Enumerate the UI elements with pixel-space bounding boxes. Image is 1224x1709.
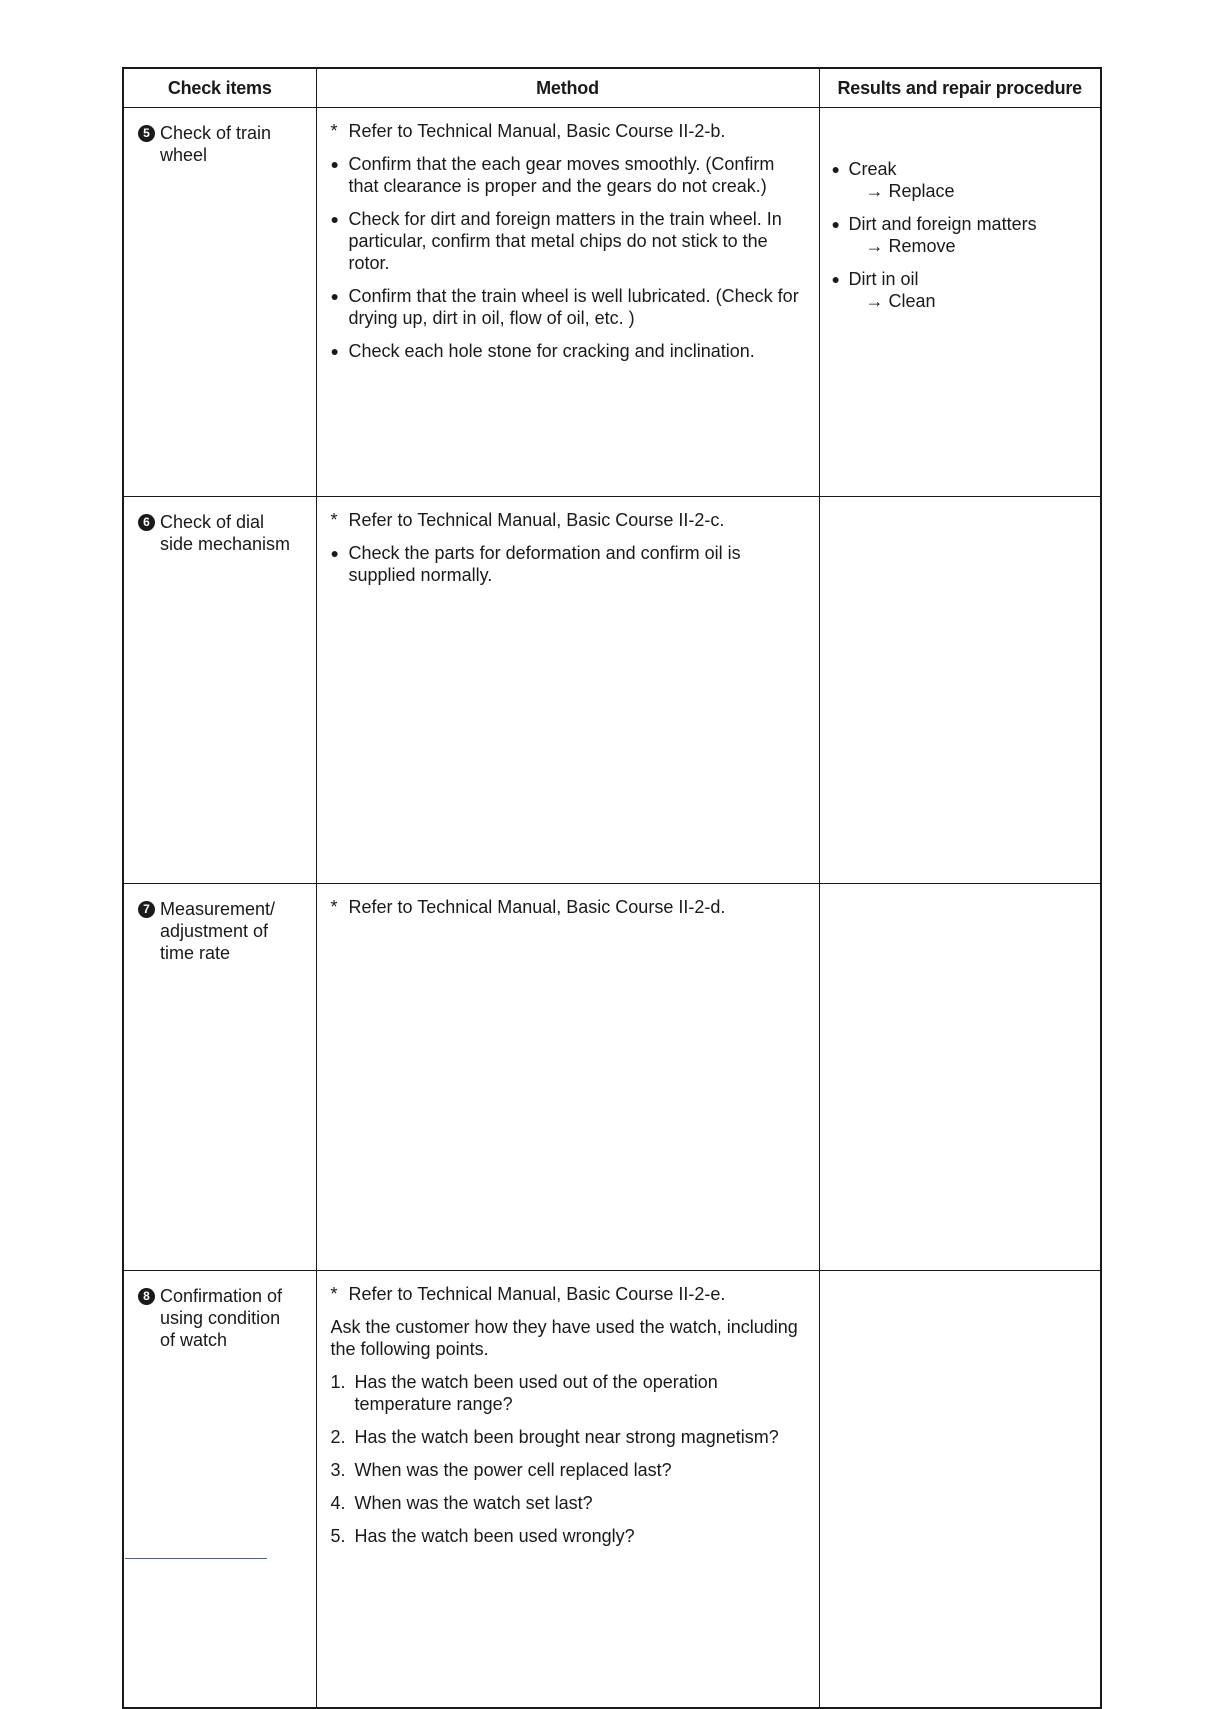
method-paragraph: Ask the customer how they have used the watch, including the following points. bbox=[330, 1317, 798, 1359]
repair-action: → Remove bbox=[865, 236, 956, 256]
question-text: When was the power cell replaced last? bbox=[354, 1460, 672, 1480]
reference-text: Refer to Technical Manual, Basic Course II-2-c. bbox=[348, 510, 725, 530]
method-text: Confirm that the each gear moves smoothly. (Confirm that clearance is proper and the gears do not creak.) bbox=[348, 154, 775, 196]
method-cell bbox=[316, 497, 819, 884]
check-item-label bbox=[160, 122, 271, 166]
numbered-question bbox=[331, 1371, 805, 1415]
result-condition: Dirt and foreign matters bbox=[848, 214, 1037, 234]
item-number-badge: 7 bbox=[138, 901, 155, 918]
reference-text: Refer to Technical Manual, Basic Course II-2-d. bbox=[348, 897, 726, 917]
item-number-badge: 5 bbox=[138, 125, 155, 142]
bullet-icon: ● bbox=[831, 271, 840, 287]
question-text: Has the watch been brought near strong magnetism? bbox=[354, 1427, 779, 1447]
method-cell bbox=[316, 108, 819, 497]
check-item-line: using condition bbox=[160, 1308, 281, 1328]
results-cell bbox=[819, 884, 1101, 1271]
results-cell bbox=[819, 1271, 1101, 1709]
bullet-icon: ● bbox=[330, 545, 339, 561]
bullet-icon: ● bbox=[330, 288, 339, 304]
table-row bbox=[123, 1271, 1101, 1709]
method-text: Check for dirt and foreign matters in the train wheel. In particular, confirm that metal chips do not stick to the rotor. bbox=[348, 209, 782, 273]
check-item bbox=[138, 122, 306, 166]
check-item-line: adjustment of bbox=[160, 921, 269, 941]
reference-text: Refer to Technical Manual, Basic Course II-2-b. bbox=[348, 121, 726, 141]
table-row bbox=[123, 884, 1101, 1271]
inspection-sheet bbox=[122, 67, 1100, 1709]
numbered-question bbox=[331, 1459, 805, 1481]
question-number: 4. bbox=[330, 1493, 346, 1513]
method-bullet bbox=[331, 340, 805, 362]
result-entry bbox=[832, 268, 1091, 312]
item-number-badge: 8 bbox=[138, 1288, 155, 1305]
method-cell bbox=[316, 1271, 819, 1709]
check-item-label bbox=[160, 1285, 282, 1351]
reference-note bbox=[331, 896, 805, 918]
results-cell bbox=[819, 108, 1101, 497]
question-number: 2. bbox=[330, 1427, 346, 1447]
reference-note bbox=[331, 509, 805, 531]
bullet-icon: ● bbox=[330, 156, 339, 172]
result-condition-row bbox=[832, 213, 1091, 235]
header-method: Method bbox=[316, 68, 819, 108]
results-cell bbox=[819, 497, 1101, 884]
check-item-cell bbox=[123, 497, 316, 884]
check-item-cell bbox=[123, 884, 316, 1271]
question-text: When was the watch set last? bbox=[354, 1493, 593, 1513]
question-text: Has the watch been used out of the operation temperature range? bbox=[354, 1372, 718, 1414]
method-bullet bbox=[331, 208, 805, 274]
numbered-question bbox=[331, 1426, 805, 1448]
question-number: 5. bbox=[330, 1526, 346, 1546]
method-text: Check the parts for deformation and confirm oil is supplied normally. bbox=[348, 543, 741, 585]
asterisk-icon: * bbox=[330, 1284, 338, 1304]
asterisk-icon: * bbox=[330, 897, 338, 917]
table-body bbox=[123, 108, 1101, 1709]
question-number: 3. bbox=[330, 1460, 346, 1480]
check-item-line: Check of train bbox=[160, 123, 272, 143]
check-item-label bbox=[160, 898, 275, 964]
check-item-line: Confirmation of bbox=[160, 1286, 283, 1306]
method-bullet bbox=[331, 285, 805, 329]
bullet-icon: ● bbox=[330, 211, 339, 227]
check-item bbox=[138, 1285, 306, 1351]
check-item bbox=[138, 898, 306, 964]
check-item-line: wheel bbox=[160, 145, 208, 165]
bullet-icon: ● bbox=[831, 216, 840, 232]
result-entry bbox=[832, 213, 1091, 257]
asterisk-icon: * bbox=[330, 121, 338, 141]
header-results: Results and repair procedure bbox=[819, 68, 1101, 108]
question-text: Has the watch been used wrongly? bbox=[354, 1526, 635, 1546]
bullet-icon: ● bbox=[330, 343, 339, 359]
question-number: 1. bbox=[330, 1372, 346, 1392]
repair-action: → Clean bbox=[865, 291, 936, 311]
method-bullet bbox=[331, 153, 805, 197]
bullet-icon: ● bbox=[831, 161, 840, 177]
numbered-question bbox=[331, 1492, 805, 1514]
check-item-cell bbox=[123, 1271, 316, 1709]
check-item-line: of watch bbox=[160, 1330, 228, 1350]
footer-rule bbox=[125, 1558, 267, 1559]
check-table bbox=[122, 67, 1102, 1709]
method-bullet bbox=[331, 542, 805, 586]
method-cell bbox=[316, 884, 819, 1271]
result-condition: Creak bbox=[848, 159, 897, 179]
table-row bbox=[123, 108, 1101, 497]
result-entry bbox=[832, 158, 1091, 202]
check-item-label bbox=[160, 511, 290, 555]
item-number-badge: 6 bbox=[138, 514, 155, 531]
reference-note bbox=[331, 1283, 805, 1305]
asterisk-icon: * bbox=[330, 510, 338, 530]
repair-action: → Replace bbox=[865, 181, 955, 201]
check-item-line: side mechanism bbox=[160, 534, 291, 554]
table-row bbox=[123, 497, 1101, 884]
method-text: Check each hole stone for cracking and inclination. bbox=[348, 341, 755, 361]
check-item-line: time rate bbox=[160, 943, 231, 963]
table-header-row bbox=[123, 68, 1101, 108]
reference-note bbox=[331, 120, 805, 142]
numbered-question bbox=[331, 1525, 805, 1547]
reference-text: Refer to Technical Manual, Basic Course II-2-e. bbox=[348, 1284, 726, 1304]
check-item-line: Check of dial bbox=[160, 512, 265, 532]
check-item bbox=[138, 511, 306, 555]
check-item-cell bbox=[123, 108, 316, 497]
result-condition-row bbox=[832, 268, 1091, 290]
check-item-line: Measurement/ bbox=[160, 899, 276, 919]
result-condition: Dirt in oil bbox=[848, 269, 919, 289]
result-condition-row bbox=[832, 158, 1091, 180]
method-text: Confirm that the train wheel is well lubricated. (Check for drying up, dirt in oil, flow of oil, etc. ) bbox=[348, 286, 799, 328]
header-check-items: Check items bbox=[123, 68, 316, 108]
